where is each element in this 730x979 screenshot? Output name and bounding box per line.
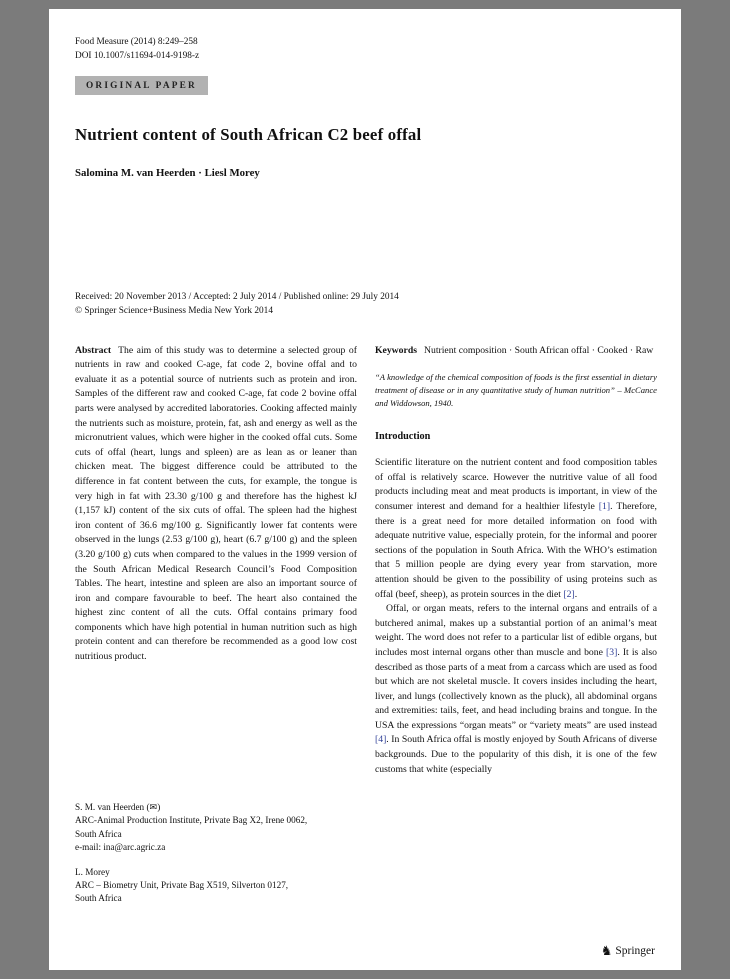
- corresponding-author-name: S. M. van Heerden (✉): [75, 802, 161, 813]
- epigraph-quote: “A knowledge of the chemical composition of foods is the first essential in dietary treatment of disease or in any quantitative study of human nutrition” – McCance and Widdowson, 1940.: [375, 372, 657, 409]
- corresponding-author-country: South Africa: [75, 828, 122, 839]
- springer-wordmark: Springer: [615, 944, 655, 957]
- paper-page: [49, 9, 681, 970]
- authors-line: Salomina M. van Heerden · Liesl Morey: [75, 167, 260, 179]
- corresponding-author-affiliation: ARC-Animal Production Institute, Private Bag X2, Irene 0062,: [75, 815, 308, 826]
- article-history: Received: 20 November 2013 / Accepted: 2 July 2014 / Published online: 29 July 2014: [75, 292, 399, 302]
- two-column-body: [75, 344, 657, 908]
- left-column: [75, 344, 357, 908]
- page-header: [75, 36, 657, 95]
- second-author-country: South Africa: [75, 893, 122, 904]
- page-title: Nutrient content of South African C2 beef offal: [75, 125, 422, 144]
- article-history-block: [75, 291, 657, 319]
- correspondence-block: [75, 801, 357, 907]
- keywords-label: Keywords: [375, 344, 417, 356]
- introduction-paragraph-1: Scientific literature on the nutrient content and food composition tables of offal is relatively scarce. However the nutritive value of all food products including meat and meat products is important, in view of the consumer interest and demand for a healthier lifestyle [1]. Therefore, there is a great need for more detailed information on food with adequate nutritive value, especially protein, for the informal and poorer sections of the population in South Africa. With the WHO’s estimation that 5 million people are dying every year from starvation, more attention should be given to the possibility of using proteins such as offal (beef, sheep), as protein sources in the diet [2].: [375, 457, 657, 600]
- citation-link[interactable]: [1]: [598, 500, 611, 512]
- citation-link[interactable]: [4]: [375, 734, 387, 746]
- keywords-text: Nutrient composition · South African offal · Cooked · Raw: [423, 344, 654, 356]
- journal-doi: DOI 10.1007/s11694-014-9198-z: [75, 50, 200, 61]
- second-author-name: L. Morey: [75, 866, 110, 877]
- citation-link[interactable]: [2]: [563, 588, 575, 600]
- copyright-line: © Springer Science+Business Media New York 2014: [75, 305, 273, 316]
- abstract-label: Abstract: [75, 344, 112, 356]
- second-author-affiliation: ARC – Biometry Unit, Private Bag X519, Silverton 0127,: [75, 880, 289, 891]
- citation-link[interactable]: [3]: [606, 646, 618, 658]
- second-author-group: [75, 866, 357, 906]
- springer-logo: [601, 944, 655, 957]
- keywords-paragraph: [375, 344, 657, 359]
- article-type-badge: ORIGINAL PAPER: [75, 76, 208, 95]
- introduction-paragraph-2: Offal, or organ meats, refers to the internal organs and entrails of a butchered animal, makes up a substantial portion of an animal’s meat weight. The word does not refer to a particular list of edible organs, but includes most internal organs other than muscle and bone [3]. It is also described as those parts of a meat from a carcass which are used as food but which are not skeletal muscle. It covers insides including the heart, liver, and lungs (collectively known as the pluck), all abdominal organs and extremities: tails, feet, and head including brains and tongue. In the USA the expressions “organ meats” or “variety meats” are used instead [4]. In South Africa offal is mostly enjoyed by South Africans of diverse backgrounds. Due to the popularity of this dish, it is one of the few customs that white (especially: [375, 603, 657, 775]
- journal-citation: Food Measure (2014) 8:249–258: [75, 37, 198, 47]
- abstract-text: The aim of this study was to determine a selected group of nutrients in raw and cooked C-age, fat code 2, bovine offal and to evaluate it as a potential source of nutrients such as protein and iron. Samples of the different raw and cooked C-age, fat code 2 bovine offal parts were analysed by accredited laboratories. Cooking affected mainly the nutrients such as moisture, protein, fat, ash and energy as well as the micronutrient values, which were higher in the cooked offal cuts. Some cuts of offal (heart, lungs and spleen) are as lean as or leaner than chicken meat. The biggest difference could be attributed to the difference in fat content between the cuts, for example, the tongue is very high in fat with 23.30 g/100 g and therefore has the highest kJ (1,157 kJ) content of the six cuts of offal. The spleen had the highest iron content of 36.6 mg/100 g. Significantly lower fat contents were observed in the lungs (2.53 g/100 g), heart (6.7 g/100 g) and the spleen (3.20 g/100 g) cuts when compared to the values in the 1999 version of the South African Medical Research Council’s Food Composition Tables. The heart, intestine and spleen are also an important source of iron and compare favourable to beef. The heart also contained the highest zinc content of all the cuts. Offal contains primary food components which have high potential in human nutrition such as high protein content and can therefore be recommended as a good low cost nutritious product.: [75, 344, 357, 663]
- abstract-paragraph: [75, 344, 357, 665]
- right-column: [375, 344, 657, 908]
- corresponding-author-group: [75, 801, 357, 854]
- section-heading-introduction: Introduction: [375, 431, 431, 443]
- corresponding-author-email[interactable]: e-mail: ina@arc.agric.za: [75, 841, 166, 852]
- springer-knight-icon: ♞: [600, 943, 613, 958]
